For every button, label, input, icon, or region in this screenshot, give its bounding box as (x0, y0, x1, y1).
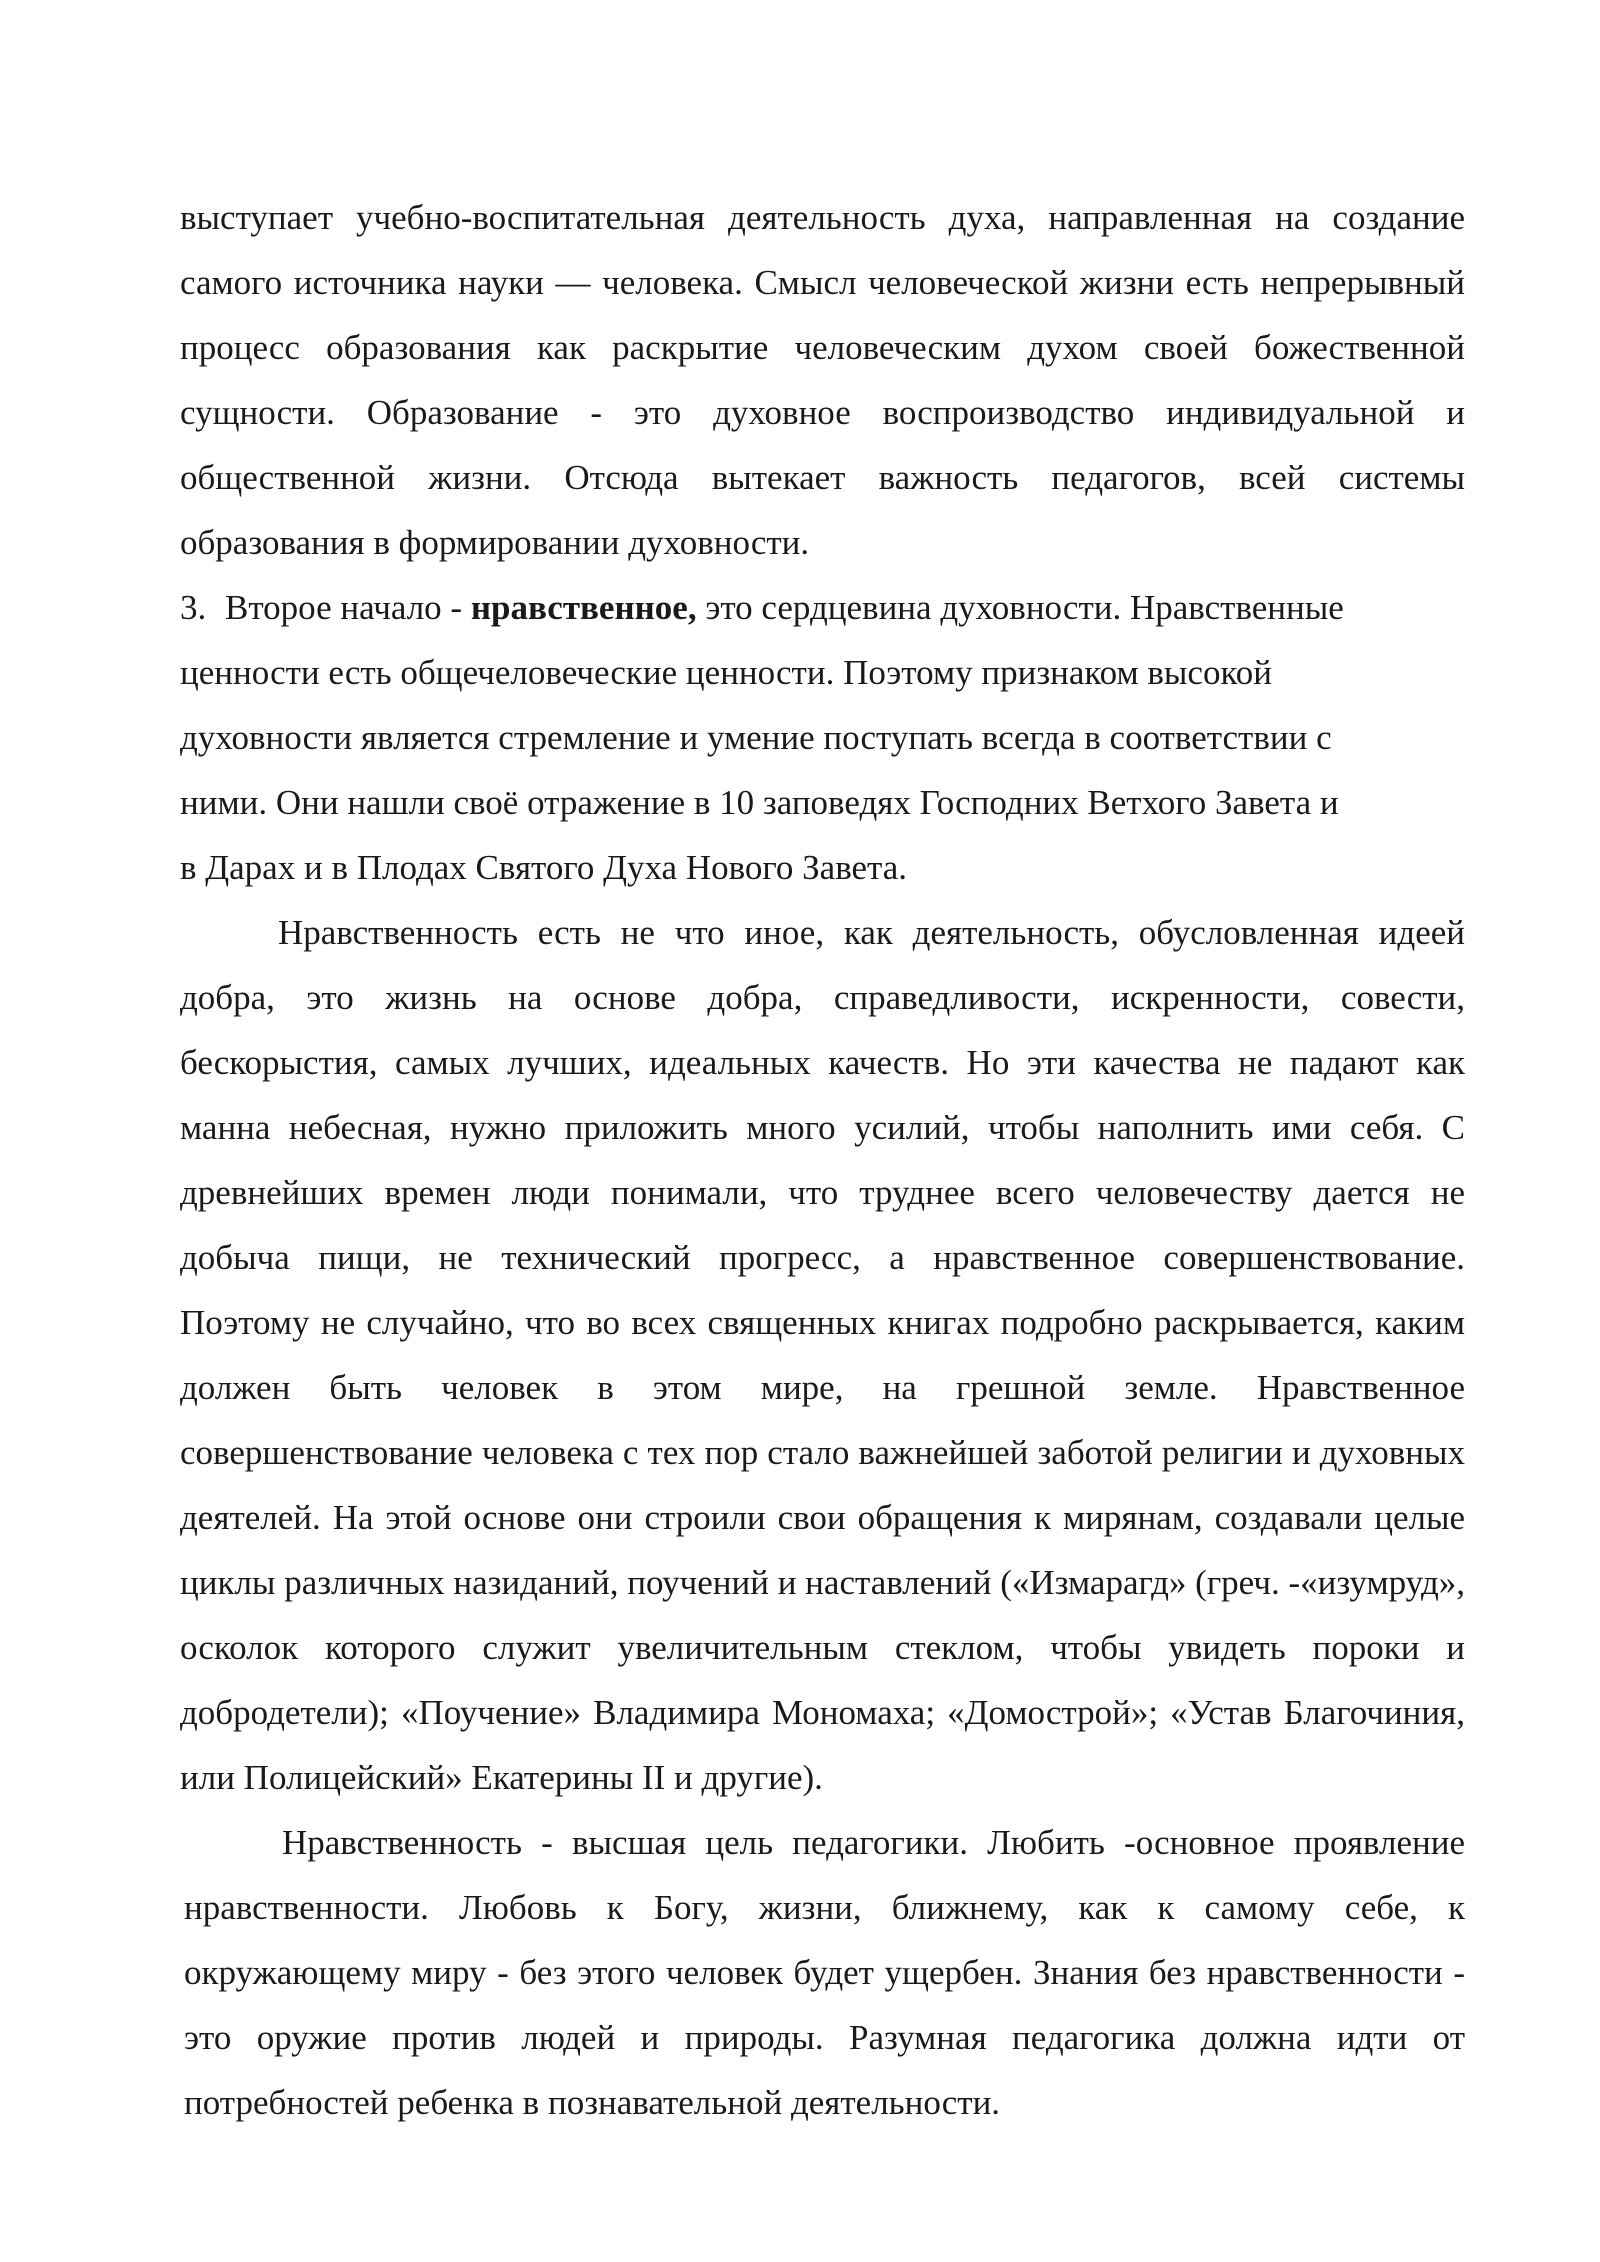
list-item-3 (180, 575, 1465, 900)
paragraph-morality: Нравственность есть не что иное, как деятельность, обусловленная идеей добра, это жизнь на основе добра, справедливости, искренности, совести, бескорыстия, самых лучших, идеальных качеств. Но эти качества не падают как манна небесная, нужно приложить много усилий, чтобы наполнить ими себя. С древнейших времен люди понимали, что труднее всего человечеству дается не добыча пищи, не технический прогресс, а нравственное совершенствование. Поэтому не случайно, что во всех священных книгах подробно раскрывается, каким должен быть человек в этом мире, на грешной земле. Нравственное совершенствование человека с тех пор стало важнейшей заботой религии и духовных деятелей. На этой основе они строили свои обращения к мирянам, создавали целые циклы различных назиданий, поучений и наставлений («Измарагд» (греч. -«изумруд», осколок которого служит увеличительным стеклом, чтобы увидеть пороки и добродетели); «Поучение» Владимира Мономаха; «Домострой»; «Устав Благочиния, или Полицейский» Екатерины II и другие). (180, 913, 1465, 1797)
list-item-bold-term: нравственное, (470, 588, 697, 627)
list-item-line-1: это сердцевина духовности. Нравственные (705, 588, 1344, 627)
list-item-line-3: духовности является стремление и умение поступать всегда в соответствии с (180, 718, 1332, 757)
list-item-number: 3. (180, 588, 207, 627)
list-item-line-4: ними. Они нашли своё отражение в 10 заповедях Господних Ветхого Завета и (180, 783, 1339, 822)
document-body (180, 185, 1465, 2135)
list-item-line-5: в Дарах и в Плодах Святого Духа Нового Завета. (180, 848, 908, 887)
paragraph-education: выступает учебно-воспитательная деятельность духа, направленная на создание самого источника науки — человека. Смысл человеческой жизни есть непрерывный процесс образования как раскрытие человеческим духом своей божественной сущности. Образование - это духовное воспроизводство индивидуальной и общественной жизни. Отсюда вытекает важность педагогов, всей системы образования в формировании духовности. (180, 198, 1465, 562)
list-item-line-2: ценности есть общечеловеческие ценности. Поэтому признаком высокой (180, 653, 1272, 692)
list-item-lead: Второе начало - (225, 588, 463, 627)
paragraph-pedagogy-goal: Нравственность - высшая цель педагогики. Любить -основное проявление нравственности. Любовь к Богу, жизни, ближнему, как к самому себе, к окружающему миру - без этого человек будет ущербен. Знания без нравственности - это оружие против людей и природы. Разумная педагогика должна идти от потребностей ребенка в познавательной деятельности. (184, 1823, 1465, 2122)
